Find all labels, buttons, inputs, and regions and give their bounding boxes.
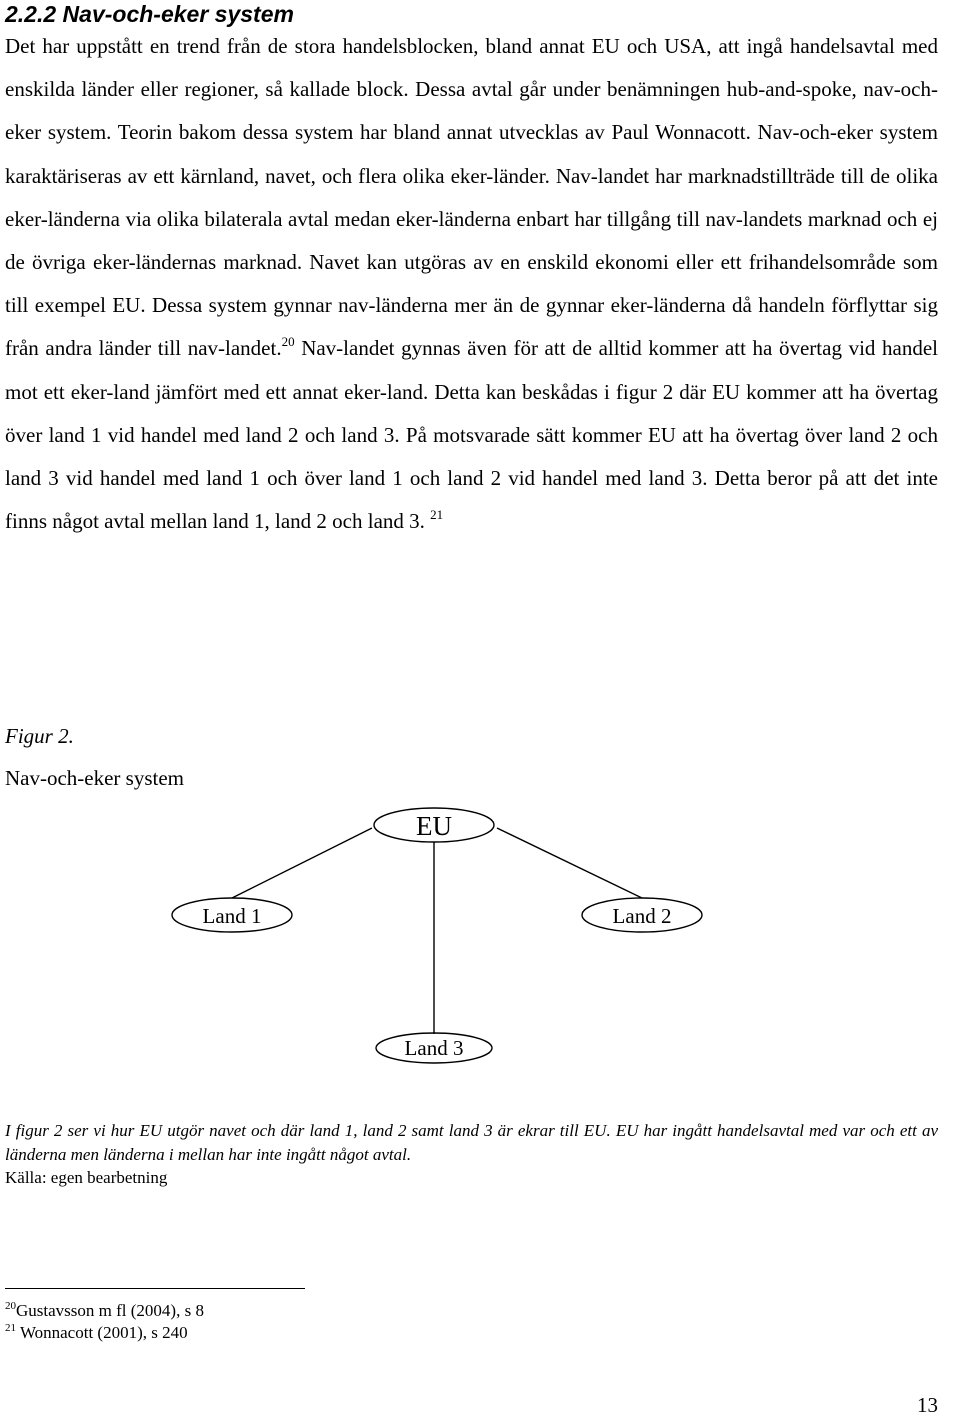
- edge-eu-land1: [232, 828, 372, 898]
- figure-label: Figur 2.: [5, 724, 74, 748]
- footnote-number: 20: [5, 1300, 16, 1312]
- page-number: 13: [917, 1393, 938, 1417]
- footnote-ref-20[interactable]: 20: [281, 334, 295, 350]
- node-land3-label: Land 3: [404, 1036, 464, 1060]
- body-text-part-2: Nav-landet gynnas även för att de alltid kommer att ha övertag vid handel mot ett eker-land jämfört med ett annat eker-land. Detta kan beskådas i figur 2 där EU kommer att ha övertag över land 1 vid handel med land 2 och land 3. På motsvarade sätt kommer EU att ha övertag över land 2 och land 3 vid handel med land 1 och över land 1 och land 2 vid handel med land 3. Detta beror på att det inte finns något avtal mellan land 1, land 2 och land 3.: [5, 336, 938, 534]
- footnote-text: Gustavsson m fl (2004), s 8: [16, 1301, 204, 1320]
- figure-caption: I figur 2 ser vi hur EU utgör navet och där land 1, land 2 samt land 3 är ekrar till EU. EU har ingått handelsavtal med var och ett av länderna men länderna i mellan har inte ingått något avtal.: [5, 1121, 938, 1164]
- hub-spoke-diagram: [0, 795, 960, 1085]
- footnote-divider: [5, 1288, 305, 1289]
- footnote-ref-21[interactable]: 21: [430, 507, 444, 523]
- footnote-20: [5, 1300, 204, 1322]
- body-text-part-1: Det har uppstått en trend från de stora handelsblocken, bland annat EU och USA, att ingå handelsavtal med enskilda länder eller regioner, så kallade block. Dessa avtal går under benämningen hub-and-spoke, nav-och-eker system. Teorin bakom dessa system har bland annat utvecklas av Paul Wonnacott. Nav-och-eker system karaktäriseras av ett kärnland, navet, och flera olika eker-länder. Nav-landet har marknadstillträde till de olika eker-länderna via olika bilaterala avtal medan eker-länderna enbart har tillgång till nav-landets marknad och ej de övriga eker-ländernas marknad. Navet kan utgöras av en enskild ekonomi eller ett frihandelsområde som till exempel EU. Dessa system gynnar nav-länderna mer än de gynnar eker-länderna då handeln förflyttar sig från andra länder till nav-landet.: [5, 34, 938, 361]
- edge-eu-land2: [497, 828, 642, 898]
- footnote-text: Wonnacott (2001), s 240: [16, 1323, 188, 1342]
- figure-title: Nav-och-eker system: [5, 766, 185, 790]
- body-paragraph: [5, 25, 938, 543]
- node-eu-label: EU: [416, 811, 452, 841]
- node-land1-label: Land 1: [202, 904, 262, 928]
- section-heading: 2.2.2 Nav-och-eker system: [5, 1, 294, 27]
- figure-source: Källa: egen bearbetning: [5, 1168, 168, 1187]
- node-land2-label: Land 2: [612, 904, 672, 928]
- footnotes: [5, 1300, 204, 1344]
- footnote-number: 21: [5, 1322, 16, 1334]
- footnote-21: [5, 1322, 204, 1344]
